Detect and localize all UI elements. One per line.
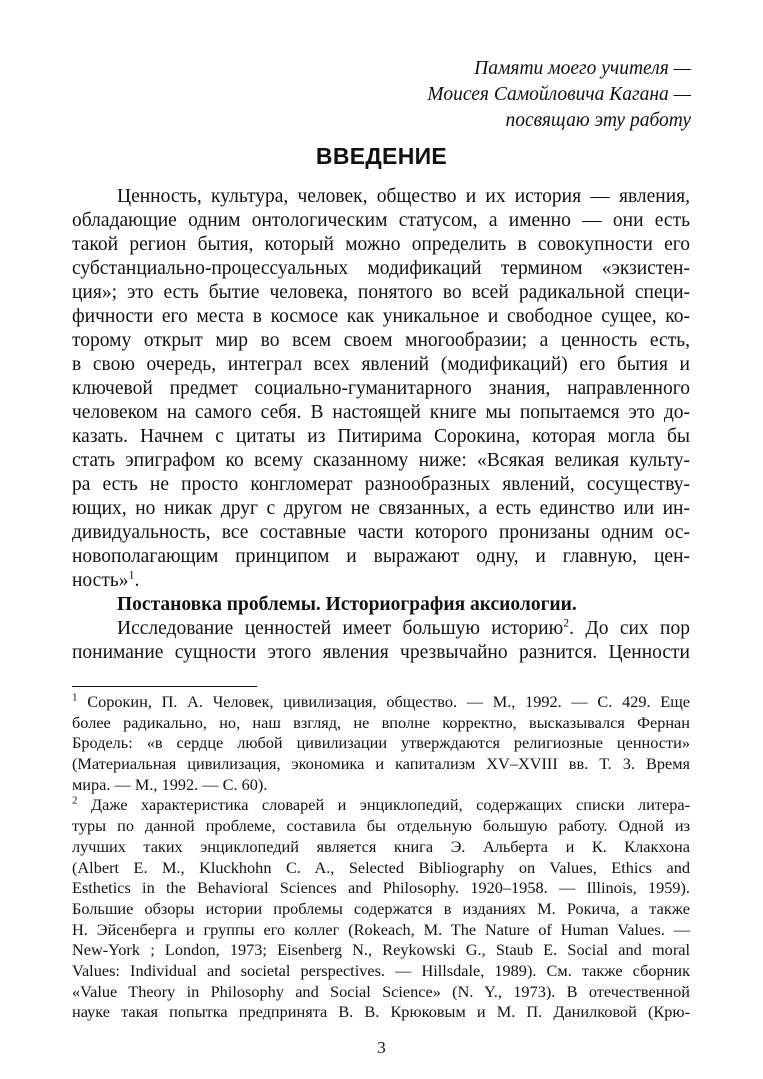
epigraph-line: посвящаю эту работу — [505, 110, 691, 131]
paragraph-line: понимание сущности этого явления чрезвычайно разнится. Ценности — [72, 642, 690, 663]
footnote-mark: 1 — [72, 691, 78, 704]
paragraph-line: торому открыт мир во всем своем многообразии; а ценность есть, — [72, 330, 690, 351]
footnote-line — [72, 795, 690, 816]
paragraph-line: субстанциально-процессуальных модификаций термином «экзистен- — [72, 258, 690, 279]
footnote-line: Esthetics in the Behavioral Sciences and Philosophy. 1920–1958. — Illinois, 1959). — [72, 878, 690, 898]
footnote-line: (Albert E. M., Kluckhohn C. A., Selected Bibliography on Values, Ethics and — [72, 857, 690, 877]
paragraph-line: новополагающим принципом и выражают одну, и главную, цен- — [72, 546, 690, 567]
footnote-separator — [72, 686, 257, 687]
paragraph-line: фичности его места в космосе как уникальное и свободное сущее, ко- — [72, 306, 690, 327]
period: . — [134, 570, 140, 591]
paragraph-line: ющих, но никак друг с другом не связанных, а есть единство или ин- — [72, 498, 690, 519]
section-heading: Постановка проблемы. Историография аксиологии. — [117, 594, 577, 615]
paragraph-text: ность» — [72, 570, 129, 591]
paragraph-line: такой регион бытия, который можно определить в совокупности его — [72, 234, 690, 255]
footnote-text: Сорокин, П. А. Человек, цивилизация, общество. — М., 1992. — С. 429. Еще — [77, 692, 690, 711]
footnote-text: Даже характеристика словарей и энциклопедий, содержащих списки литера- — [77, 795, 690, 815]
footnote-ref[interactable]: 1 — [128, 567, 135, 582]
footnote-line: Н. Эйсенберга и группы его коллег (Rokeach, M. The Nature of Human Values. — — [72, 919, 690, 939]
footnote-line: более радикально, но, наш взгляд, не вполне корректно, высказывался Фернан — [72, 712, 690, 732]
paragraph-line: казать. Начнем с цитаты из Питирима Сорокина, которая могла бы — [72, 426, 690, 447]
main-text — [72, 185, 690, 665]
epigraph — [427, 56, 691, 134]
epigraph-line: Памяти моего учителя — — [474, 58, 691, 79]
footnotes — [72, 692, 690, 1023]
paragraph-line: в свою очередь, интеграл всех явлений (модификаций) его бытия и — [72, 354, 690, 375]
paragraph-line: обладающие одним онтологическим статусом, а именно — они есть — [72, 210, 690, 231]
footnote-mark: 2 — [72, 795, 78, 808]
footnote-line: (Материальная цивилизация, экономика и капитализм XV–XVIII вв. Т. 3. Время — [72, 754, 690, 774]
paragraph-line: Ценность, культура, человек, общество и их история — явления, — [117, 186, 690, 207]
paragraph-line: ра есть не просто конгломерат разнообразных явлений, сосуществу- — [72, 474, 690, 495]
paragraph-line: ключевой предмет социально-гуманитарного знания, направленного — [72, 378, 690, 399]
footnote-line: New-York ; London, 1973; Eisenberg N., Reykowski G., Staub E. Social and moral — [72, 940, 690, 960]
page-number: 3 — [377, 1038, 386, 1057]
footnote-line: лучших таких энциклопедий является книга Э. Альберта и К. Клакхона — [72, 836, 690, 856]
chapter-title: ВВЕДЕНИЕ — [315, 143, 448, 169]
paragraph-line — [72, 569, 690, 593]
footnote-line: Values: Individual and societal perspectives. — Hillsdale, 1989). См. также сборник — [72, 960, 690, 980]
footnote-line — [72, 692, 690, 713]
paragraph-text: . До сих пор — [569, 618, 690, 639]
paragraph-line: человеком на самого себя. В настоящей книге мы попытаемся это до- — [72, 402, 690, 423]
footnote-line: туры по данной проблеме, составила бы отдельную большую работу. Одной из — [72, 816, 690, 836]
footnote-line: Бродель: «в сердце любой цивилизации утверждаются религиозные ценности» — [72, 733, 690, 753]
paragraph-line: ция»; это есть бытие человека, понятого во всей радикальной специ- — [72, 282, 690, 303]
paragraph-line: стать эпиграфом ко всему сказанному ниже: «Всякая великая культу- — [72, 450, 690, 471]
epigraph-line: Моисея Самойловича Кагана — — [427, 84, 691, 105]
footnote-ref[interactable]: 2 — [563, 615, 570, 630]
paragraph-line: дивидуальность, все составные части которого пронизаны одним ос- — [72, 522, 690, 543]
footnote-line: науке такая попытка предпринята В. В. Крюковым и М. П. Данилковой (Крю- — [72, 1002, 690, 1022]
footnote-line: «Value Theory in Philosophy and Social Science» (N. Y., 1973). В отечественной — [72, 981, 690, 1001]
footnote-line: мира. — М., 1992. — С. 60). — [72, 774, 268, 794]
paragraph-text: Исследование ценностей имеет большую историю — [117, 618, 564, 639]
paragraph-line — [72, 617, 690, 641]
footnote-line: Большие обзоры истории проблемы содержатся в изданиях М. Рокича, а также — [72, 898, 690, 918]
